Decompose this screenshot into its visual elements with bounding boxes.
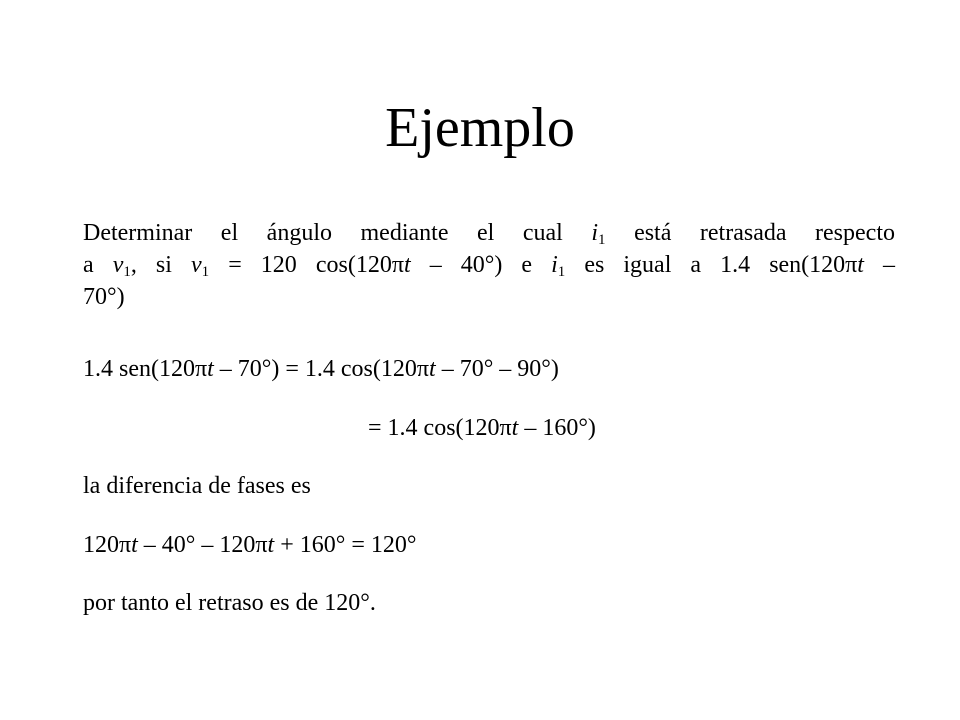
subscript-1: 1 — [557, 264, 566, 280]
var-t: t — [403, 252, 411, 278]
equation-text: 1.4 sen(120π — [83, 356, 208, 382]
conclusion-text: por tanto el retraso es de 120°. — [83, 590, 376, 616]
var-v: v — [191, 252, 202, 278]
equation-text: = 1.4 cos(120π — [368, 415, 512, 441]
step-1-equation — [83, 353, 559, 385]
equation-text: + 160° = 120° — [274, 532, 417, 558]
problem-text: = 120 cos(120π — [209, 252, 404, 278]
slide-title: Ejemplo — [385, 97, 575, 159]
problem-text: está retrasada respecto — [605, 220, 895, 246]
step-4-equation — [83, 529, 416, 561]
subscript-1: 1 — [201, 264, 210, 280]
problem-text: es igual a 1.4 sen(120π — [565, 252, 858, 278]
equation-text: 120π — [83, 532, 132, 558]
problem-line-1 — [83, 217, 895, 249]
var-t: t — [267, 532, 275, 558]
step-2-equation — [368, 412, 596, 444]
equation-text: – 70°) = 1.4 cos(120π — [213, 356, 430, 382]
problem-text: , si — [130, 252, 191, 278]
equation-text: – 70° – 90°) — [435, 356, 559, 382]
phase-difference-label: la diferencia de fases es — [83, 473, 311, 499]
var-v: v — [112, 252, 124, 278]
var-t: t — [207, 356, 214, 382]
problem-text: Determinar el ángulo mediante el cual — [83, 220, 592, 246]
problem-line-2 — [83, 249, 895, 281]
problem-line-3: 70°) — [83, 284, 125, 310]
var-t: t — [511, 415, 519, 441]
subscript-1: 1 — [598, 232, 606, 248]
problem-statement — [83, 217, 895, 313]
problem-text: – — [863, 252, 896, 278]
var-i: i — [591, 220, 599, 246]
var-t: t — [429, 356, 436, 382]
var-i: i — [551, 252, 558, 278]
equation-text: – 40° – 120π — [137, 532, 268, 558]
problem-text: – 40°) e — [410, 252, 552, 278]
problem-text: a — [83, 252, 113, 278]
var-t: t — [131, 532, 138, 558]
var-t: t — [857, 252, 864, 278]
subscript-1: 1 — [123, 264, 131, 280]
equation-text: – 160°) — [518, 415, 596, 441]
